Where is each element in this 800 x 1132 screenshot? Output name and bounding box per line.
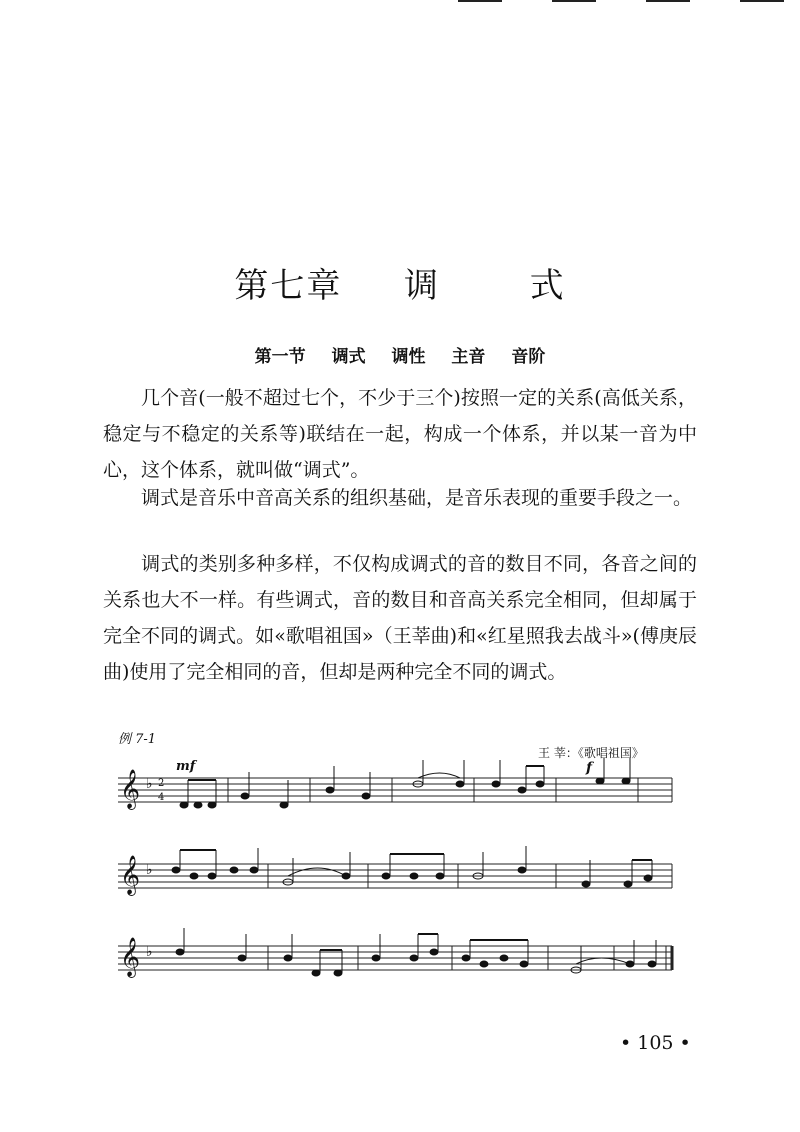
clefs-and-keys bbox=[120, 769, 164, 978]
treble-clef-1: 𝄞 bbox=[120, 769, 141, 809]
example-label: 例 7-1 bbox=[118, 732, 157, 747]
flat-1: ♭ bbox=[146, 776, 153, 792]
notes-system-2 bbox=[172, 846, 652, 887]
treble-clef-2: 𝄞 bbox=[120, 855, 141, 895]
notes-system-1 bbox=[180, 758, 630, 808]
flat-3: ♭ bbox=[146, 944, 153, 960]
time-sig-bottom: 4 bbox=[158, 792, 165, 803]
section-topic-4: 音阶 bbox=[511, 347, 546, 367]
chapter-title-char-1: 调 bbox=[404, 266, 440, 306]
page-number: • 105 • bbox=[620, 1032, 691, 1054]
section-topic-3: 主音 bbox=[451, 347, 486, 367]
section-topic-2: 调性 bbox=[391, 347, 426, 367]
example-credit: 王 莘：《歌唱祖国》 bbox=[538, 746, 644, 760]
section-number: 第一节 bbox=[254, 347, 306, 367]
dynamic-mf: mf bbox=[176, 759, 196, 774]
chapter-title-char-2: 式 bbox=[529, 266, 566, 306]
paragraph-1-text: 几个音(一般不超过七个，不少于三个)按照一定的关系(高低关系，稳定与不稳定的关系等)联结在一起，构成一个体系，并以某一音为中心，这个体系，就叫做“调式”。 bbox=[103, 387, 697, 481]
paragraph-3-text: 调式的类别多种多样，不仅构成调式的音的数目不同，各音之间的关系也大不一样。有些调式，音的数目和音高关系完全相同，但却属于完全不同的调式。如«歌唱祖国»（王莘曲)和«红星照我去战斗»(傅庚辰曲)使用了完全相同的音，但却是两种完全不同的调式。 bbox=[103, 553, 697, 683]
treble-clef-3: 𝄞 bbox=[120, 937, 141, 977]
paragraph-2-text: 调式是音乐中音高关系的组织基础，是音乐表现的重要手段之一。 bbox=[141, 487, 693, 509]
dynamic-f: f bbox=[586, 760, 593, 776]
staff-system-3 bbox=[118, 946, 672, 970]
section-topic-1: 调式 bbox=[331, 347, 366, 367]
staff-system-1 bbox=[118, 778, 672, 802]
dynamics bbox=[176, 759, 595, 776]
flat-2: ♭ bbox=[146, 862, 153, 878]
chapter-number: 第七章 bbox=[234, 266, 343, 306]
time-sig-top: 2 bbox=[158, 778, 165, 789]
